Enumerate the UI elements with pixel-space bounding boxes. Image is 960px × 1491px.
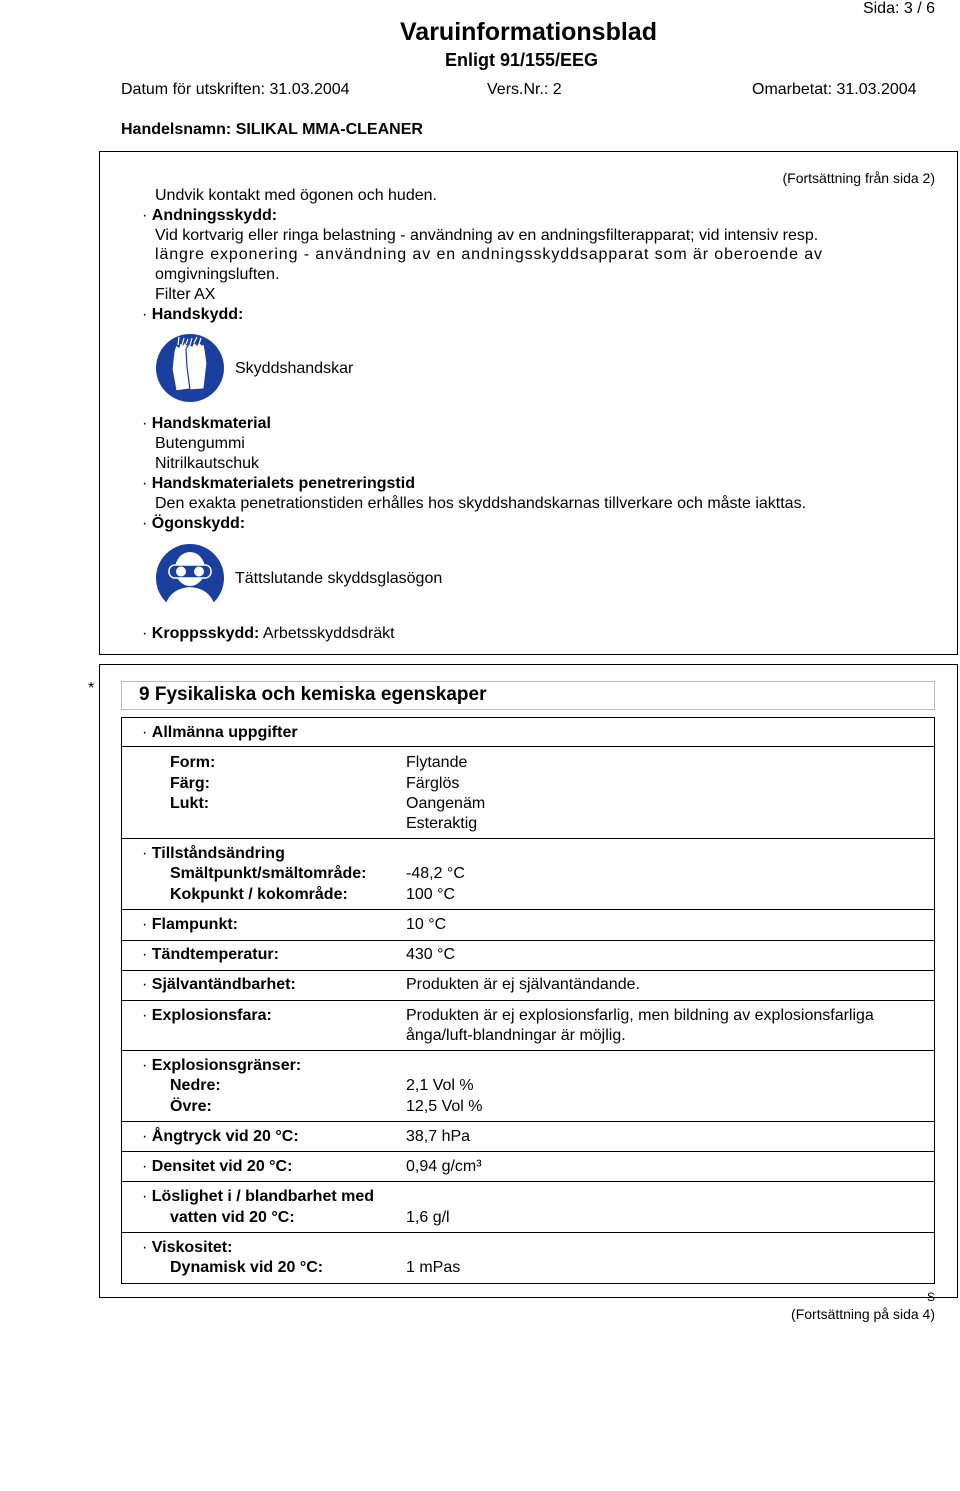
solubility-label-2: vatten vid 20 °C: — [170, 1209, 295, 1226]
melting-label: Smältpunkt/smältområde: — [170, 865, 367, 882]
solubility-value: 1,6 g/l — [406, 1209, 450, 1226]
dynamic-value: 1 mPas — [406, 1259, 461, 1276]
vapor-row: · Ångtryck vid 20 °C: — [142, 1128, 299, 1145]
row-divider — [121, 1050, 935, 1051]
melting-value: -48,2 °C — [406, 865, 465, 882]
trade-name: Handelsnamn: SILIKAL MMA-CLEANER — [121, 121, 423, 138]
row-divider — [121, 1121, 935, 1122]
revision-marker: * — [88, 680, 95, 697]
heading-penetration: · Handskmaterialets penetreringstid — [142, 475, 415, 492]
continued-from: (Fortsättning från sida 2) — [782, 170, 935, 186]
version-number: Vers.Nr.: 2 — [487, 81, 562, 98]
color-label: Färg: — [170, 775, 210, 792]
row-divider — [121, 838, 935, 839]
odor-value: Oangenäm — [406, 795, 486, 812]
eye-protection-label: Ögonskydd: — [151, 515, 246, 532]
ignition-label: Tändtemperatur: — [151, 946, 279, 963]
limits-label: Explosionsgränser: — [151, 1057, 302, 1074]
explosion-value: Produkten är ej explosionsfarlig, men bildning av explosionsfarliga — [406, 1007, 874, 1024]
general-label: Allmänna uppgifter — [151, 724, 298, 741]
flash-row: · Flampunkt: — [142, 916, 238, 933]
text-line: Vid kortvarig eller ringa belastning - användning av en andningsfilterapparat; vid intensiv resp. — [155, 227, 819, 244]
selfign-row: · Självantändbarhet: — [142, 976, 296, 993]
solubility-label: Löslighet i / blandbarhet med — [151, 1188, 375, 1205]
solubility-row: · Löslighet i / blandbarhet med — [142, 1188, 375, 1205]
dynamic-label: Dynamisk vid 20 °C: — [170, 1259, 324, 1276]
text-line: Undvik kontakt med ögonen och huden. — [155, 187, 437, 204]
row-divider — [121, 909, 935, 910]
heading-eye-protection: · Ögonskydd: — [142, 515, 246, 532]
print-date: Datum för utskriften: 31.03.2004 — [121, 81, 350, 98]
page-number: Sida: 3 / 6 — [862, 0, 935, 17]
state-change-heading: · Tillståndsändring — [142, 845, 285, 862]
row-divider — [121, 1000, 935, 1001]
text-line: omgivningsluften. — [155, 266, 280, 283]
heading-glove-material: · Handskmaterial — [142, 415, 271, 432]
continued-to: (Fortsättning på sida 4) — [791, 1306, 935, 1322]
color-value: Färglös — [406, 775, 460, 792]
boiling-value: 100 °C — [406, 886, 456, 903]
row-divider — [121, 1151, 935, 1152]
goggles-icon — [152, 543, 228, 613]
text-line: Nitrilkautschuk — [155, 455, 260, 472]
goggles-label: Tättslutande skyddsglasögon — [235, 570, 443, 587]
lower-label: Nedre: — [170, 1077, 221, 1094]
row-divider — [121, 1232, 935, 1233]
explosion-row: · Explosionsfara: — [142, 1007, 272, 1024]
row-divider — [121, 746, 935, 747]
section9-title: 9 Fysikaliska och kemiska egenskaper — [139, 684, 487, 705]
density-value: 0,94 g/cm³ — [406, 1158, 482, 1175]
boiling-label: Kokpunkt / kokområde: — [170, 886, 348, 903]
flash-label: Flampunkt: — [151, 916, 238, 933]
general-heading: · Allmänna uppgifter — [142, 724, 298, 741]
explosion-value: ånga/luft-blandningar är möjlig. — [406, 1027, 626, 1044]
upper-label: Övre: — [170, 1098, 212, 1115]
document-subtitle: Enligt 91/155/EEG — [445, 50, 599, 70]
viscosity-row: · Viskositet: — [142, 1239, 233, 1256]
lower-value: 2,1 Vol % — [406, 1077, 474, 1094]
document-title: Varuinformationsblad — [400, 18, 657, 46]
respiratory-label: Andningsskydd: — [151, 207, 278, 224]
heading-hand-protection: · Handskydd: — [142, 306, 244, 323]
body-protection-label: Kroppsskydd: — [151, 625, 260, 642]
row-divider — [121, 1181, 935, 1182]
limits-row: · Explosionsgränser: — [142, 1057, 302, 1074]
penetration-label: Handskmaterialets penetreringstid — [151, 475, 415, 492]
vapor-label: Ångtryck vid 20 °C: — [151, 1128, 299, 1145]
density-label: Densitet vid 20 °C: — [151, 1158, 293, 1175]
text-line: Butengummi — [155, 435, 245, 452]
ignition-row: · Tändtemperatur: — [142, 946, 279, 963]
upper-value: 12,5 Vol % — [406, 1098, 483, 1115]
form-label: Form: — [170, 754, 216, 771]
odor-value: Esteraktig — [406, 815, 478, 832]
revised-date: Omarbetat: 31.03.2004 — [752, 81, 917, 98]
hand-protection-label: Handskydd: — [151, 306, 244, 323]
text-line: Filter AX — [155, 286, 216, 303]
ignition-value: 430 °C — [406, 946, 456, 963]
gloves-icon — [152, 333, 228, 403]
selfign-label: Självantändbarhet: — [151, 976, 296, 993]
flash-value: 10 °C — [406, 916, 447, 933]
gloves-label: Skyddshandskar — [235, 360, 354, 377]
text-line: Den exakta penetrationstiden erhålles hos skyddshandskarnas tillverkare och måste iakttas. — [155, 495, 807, 512]
footer-mark: S — [926, 1290, 935, 1304]
vapor-value: 38,7 hPa — [406, 1128, 471, 1145]
body-protection-row: · Kroppsskydd: Arbetsskyddsdräkt — [142, 625, 395, 642]
odor-label: Lukt: — [170, 795, 210, 812]
heading-respiratory: · Andningsskydd: — [142, 207, 278, 224]
body-protection-value: Arbetsskyddsdräkt — [262, 625, 395, 642]
viscosity-label: Viskositet: — [151, 1239, 233, 1256]
form-value: Flytande — [406, 754, 468, 771]
state-change-label: Tillståndsändring — [151, 845, 285, 862]
explosion-label: Explosionsfara: — [151, 1007, 272, 1024]
text-line: längre exponering - användning av en andningsskyddsapparat som är oberoende av — [155, 246, 823, 263]
selfign-value: Produkten är ej självantändande. — [406, 976, 640, 993]
density-row: · Densitet vid 20 °C: — [142, 1158, 293, 1175]
row-divider — [121, 970, 935, 971]
row-divider — [121, 940, 935, 941]
glove-material-label: Handskmaterial — [151, 415, 271, 432]
